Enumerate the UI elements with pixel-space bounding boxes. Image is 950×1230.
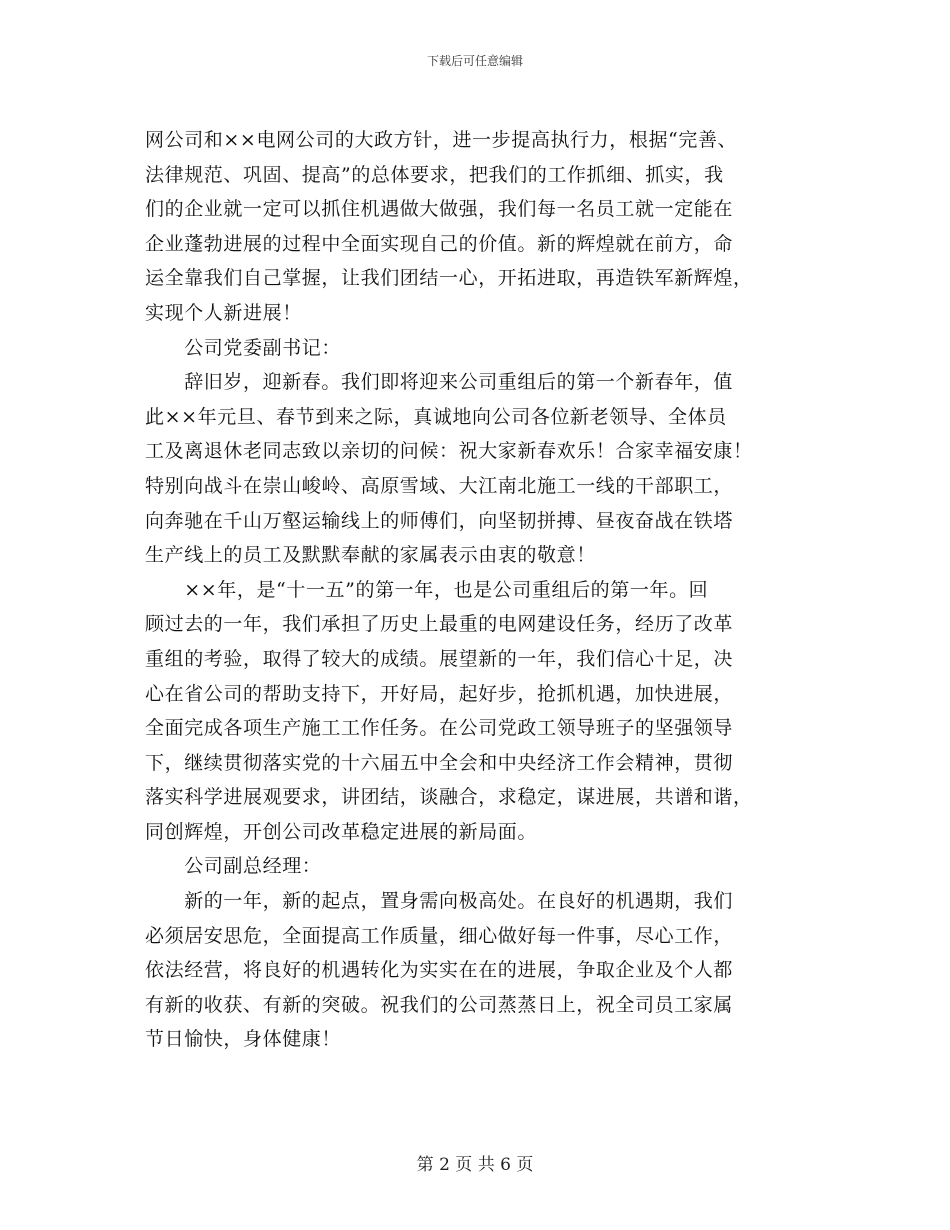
document-body [145,123,805,1057]
text-line: 网公司和××电网公司的大政方针，进一步提高执行力，根据“完善、 [145,129,738,151]
text-line: 新的一年，新的起点，置身需向极高处。在良好的机遇期，我们 [145,890,734,913]
text-line: 全面完成各项生产施工工作任务。在公司党政工领导班子的坚强领导 [145,717,734,740]
text-line: 同创辉煌，开创公司改革稳定进展的新局面。 [145,820,538,843]
text-line: 下，继续贯彻落实党的十六届五中全会和中央经济工作会精神，贯彻 [145,751,734,774]
text-line: 落实科学进展观要求，讲团结，谈融合，求稳定，谋进展，共谱和谐， [145,786,753,809]
page-number: 第 2 页 共 6 页 [416,1155,534,1175]
page-header: 下载后可任意编辑 [426,54,523,68]
text-line: 们的企业就一定可以抓住机遇做大做强，我们每一名员工就一定能在 [145,198,734,221]
text-line: 特别向战斗在崇山峻岭、高原雪域、大江南北施工一线的干部职工， [145,474,734,497]
text-line: 顾过去的一年，我们承担了历史上最重的电网建设任务，经历了改革 [145,613,734,636]
text-line: 向奔驰在千山万壑运输线上的师傅们，向坚韧拼搏、昼夜奋战在铁塔 [145,509,734,532]
text-line: 重组的考验，取得了较大的成绩。展望新的一年，我们信心十足，决 [145,647,734,670]
speaker-heading: 公司副总经理： [145,855,322,878]
text-line: 依法经营，将良好的机遇转化为实实在在的进展，争取企业及个人都 [145,959,734,982]
speaker-heading: 公司党委副书记： [145,336,342,359]
text-line: 运全靠我们自己掌握，让我们团结一心，开拓进取，再造铁军新辉煌， [145,267,753,290]
text-line: 节日愉快，身体健康！ [145,1028,342,1051]
text-line: 企业蓬勃进展的过程中全面实现自己的价值。新的辉煌就在前方，命 [145,232,734,255]
text-line: 必须居安思危，全面提高工作质量，细心做好每一件事，尽心工作， [145,924,734,947]
text-line: 生产线上的员工及默默奉献的家属表示由衷的敬意！ [145,544,596,567]
text-line: 此××年元旦、春节到来之际，真诚地向公司各位新老领导、全体员 [145,405,727,428]
text-line: 实现个人新进展！ [145,301,302,324]
text-line: 有新的收获、有新的突破。祝我们的公司蒸蒸日上，祝全司员工家属 [145,993,734,1016]
text-line: 辞旧岁，迎新春。我们即将迎来公司重组后的第一个新春年，值 [145,371,734,394]
text-line: 心在省公司的帮助支持下，开好局，起好步，抢抓机遇，加快进展， [145,682,734,705]
text-line: ××年，是“十一五”的第一年，也是公司重组后的第一年。回 [145,578,709,601]
text-line: 工及离退休老同志致以亲切的问候：祝大家新春欢乐！合家幸福安康！ [145,440,753,463]
text-line: 法律规范、巩固、提高”的总体要求，把我们的工作抓细、抓实，我 [145,163,724,186]
